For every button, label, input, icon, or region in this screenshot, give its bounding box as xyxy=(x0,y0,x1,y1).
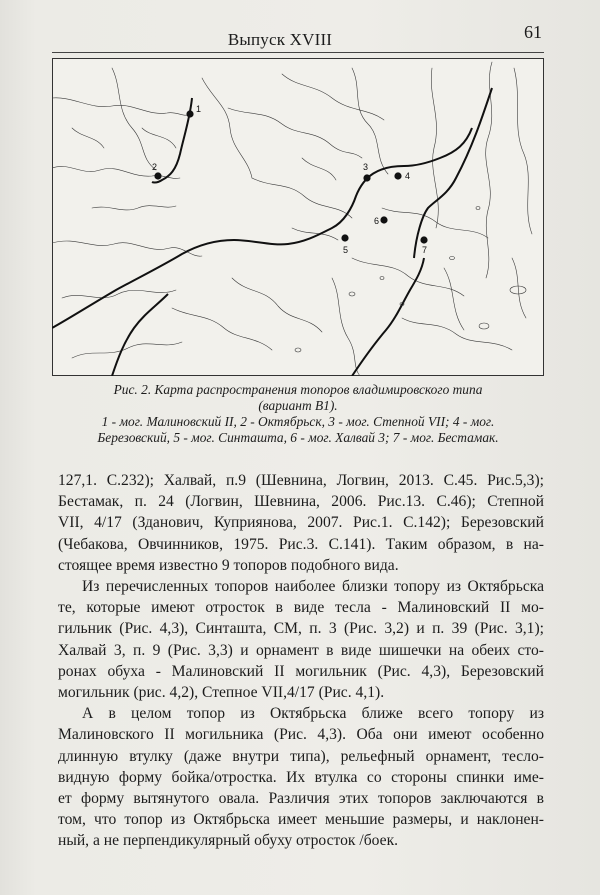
text-line: гильник (Рис. 4,3), Синташта, СМ, п. 3 (Рис. 3,2) и п. 39 (Рис. 3,1); xyxy=(58,620,544,638)
site-label: 4 xyxy=(405,171,411,181)
text-line: могильник (рис. 4,2), Степное VII,4/17 (Рис. 4,1). xyxy=(58,684,385,702)
text-line: ет форму вытянутого овала. Различия этих топоров заключаются в xyxy=(58,790,544,808)
site-label: 5 xyxy=(343,245,349,255)
site-marker xyxy=(420,236,427,243)
distribution-map xyxy=(52,58,544,376)
site-label: 2 xyxy=(152,162,158,172)
site-marker xyxy=(394,172,401,179)
text-line: том, что топор из Октябрьска имеет меньшие размеры, и наклонен- xyxy=(58,811,544,829)
site-marker xyxy=(380,216,387,223)
figure-caption xyxy=(52,382,544,446)
text-line: Халвай 3, п. 9 (Рис. 3,3) и орнамент в виде шишечки на обеих сто- xyxy=(58,641,544,659)
text-line: VII, 4/17 (Зданович, Куприянова, 2007. Рис.1. С.142); Березовский xyxy=(58,514,544,532)
text-line: (Чебакова, Овчинников, 1975. Рис.3. С.141). Таким образом, в на- xyxy=(58,535,544,553)
caption-line: (вариант В1). xyxy=(258,398,338,413)
text-line: длинную втулку (даже внутри типа), рельефный орнамент, тесло- xyxy=(58,747,544,765)
caption-line: Рис. 2. Карта распространения топоров владимировского типа xyxy=(113,382,483,397)
text-line: ный, а не перпендикулярный обуху отросток /боек. xyxy=(58,832,399,850)
caption-line: Березовский, 5 - мог. Синташта, 6 - мог. Халвай 3; 7 - мог. Бестамак. xyxy=(97,430,499,445)
text-line: те, которые имеют отросток в виде тесла - Малиновский II мо- xyxy=(58,599,544,617)
text-line: 127,1. С.232); Халвай, п.9 (Шевнина, Логвин, 2013. С.45. Рис.5,3); xyxy=(58,472,544,489)
text-line: А в целом топор из Октябрьска ближе всего топору из xyxy=(82,705,544,723)
site-label: 7 xyxy=(422,245,428,255)
running-header: Выпуск XVIII xyxy=(227,30,333,49)
page-number: 61 xyxy=(524,22,542,42)
text-line: ронах обуха - Малиновский II могильник (Рис. 4,3), Березовский xyxy=(58,662,544,680)
header-rule xyxy=(52,52,544,53)
site-marker xyxy=(363,174,370,181)
site-marker xyxy=(186,110,193,117)
text-line: Малиновского II могильника (Рис. 4,3). Оба они имеют особенно xyxy=(58,726,544,744)
text-line: видную форму бойка/отростка. Их втулка со стороны спинки име- xyxy=(58,768,544,786)
text-line: Из перечисленных топоров наиболее близки топору из Октябрьска xyxy=(82,578,544,596)
body-text xyxy=(58,470,544,852)
site-label: 1 xyxy=(196,104,202,114)
text-line: стоящее время известно 9 топоров подобного вида. xyxy=(58,556,399,574)
text-line: Бестамак, п. 24 (Логвин, Шевнина, 2006. Рис.13. С.46); Степной xyxy=(58,493,544,511)
site-marker xyxy=(341,234,348,241)
site-label: 3 xyxy=(363,162,369,172)
site-label: 6 xyxy=(374,216,380,226)
site-marker xyxy=(154,172,161,179)
caption-line: 1 - мог. Малиновский II, 2 - Октябрьск, 3 - мог. Степной VII; 4 - мог. xyxy=(101,414,495,429)
